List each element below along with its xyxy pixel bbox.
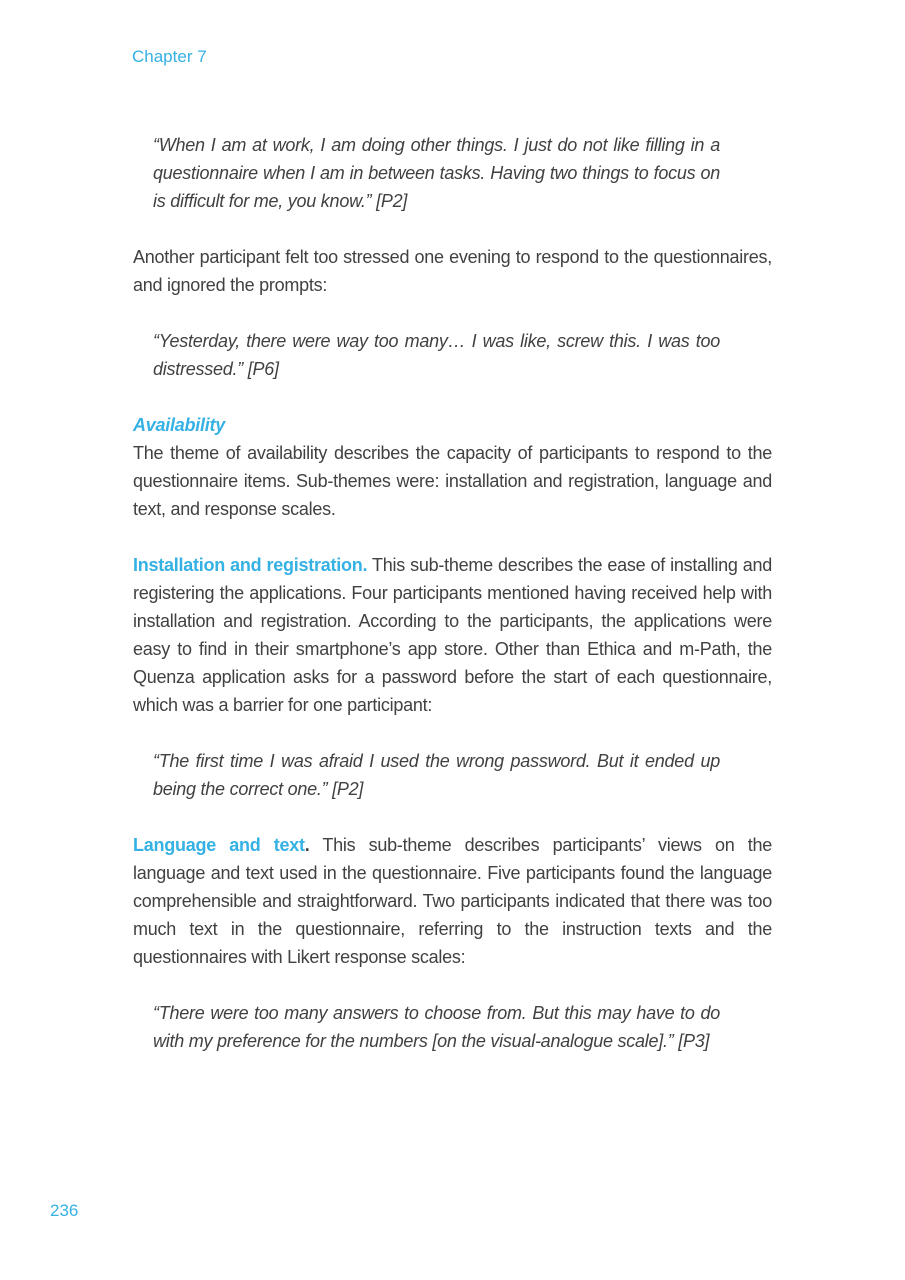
body-paragraph: Another participant felt too stressed one evening to respond to the questionnaires, and ignored the prompts: — [133, 247, 772, 295]
body-paragraph: Language and text. This sub-theme describes participants’ views on the language and text used in the questionnaire. Five participants found the language comprehensible and straightforward. Two participants indicated that there was too much text in the questionnaire, referring to the instruction texts and the questionnaires with Likert response scales: — [133, 835, 772, 967]
body-paragraph: Installation and registration. This sub-theme describes the ease of installing and registering the applications. Four participants mentioned having received help with installation and registration. According to the participants, the applications were easy to find in their smartphone’s app store. Other than Ethica and m-Path, the Quenza application asks for a password before the start of each questionnaire, which was a barrier for one participant: — [133, 555, 773, 715]
subtheme-lead: Language and text — [133, 835, 305, 855]
subtheme-lead: Installation and registration. — [133, 555, 368, 575]
content-blocks — [133, 131, 772, 1083]
body-paragraph: The theme of availability describes the capacity of participants to respond to the questionnaire items. Sub-themes were: installation and registration, language and text, and response scales. — [133, 443, 772, 519]
subtheme-lead-suffix: . — [304, 835, 310, 855]
participant-quote: “When I am at work, I am doing other things. I just do not like filling in a questionnaire when I am in between tasks. Having two things to focus on is difficult for me, you know.” [P2] — [153, 135, 720, 211]
page-number: 236 — [50, 1201, 79, 1220]
theme-heading: Availability — [133, 415, 226, 435]
chapter-header: Chapter 7 — [132, 47, 207, 66]
participant-quote: “Yesterday, there were way too many… I was like, screw this. I was too distressed.” [P6] — [153, 331, 720, 379]
participant-quote: “There were too many answers to choose from. But this may have to do with my preference for the numbers [on the visual-analogue scale].” [P3] — [153, 1003, 720, 1051]
participant-quote: “The first time I was afraid I used the wrong password. But it ended up being the correct one.” [P2] — [153, 751, 720, 799]
